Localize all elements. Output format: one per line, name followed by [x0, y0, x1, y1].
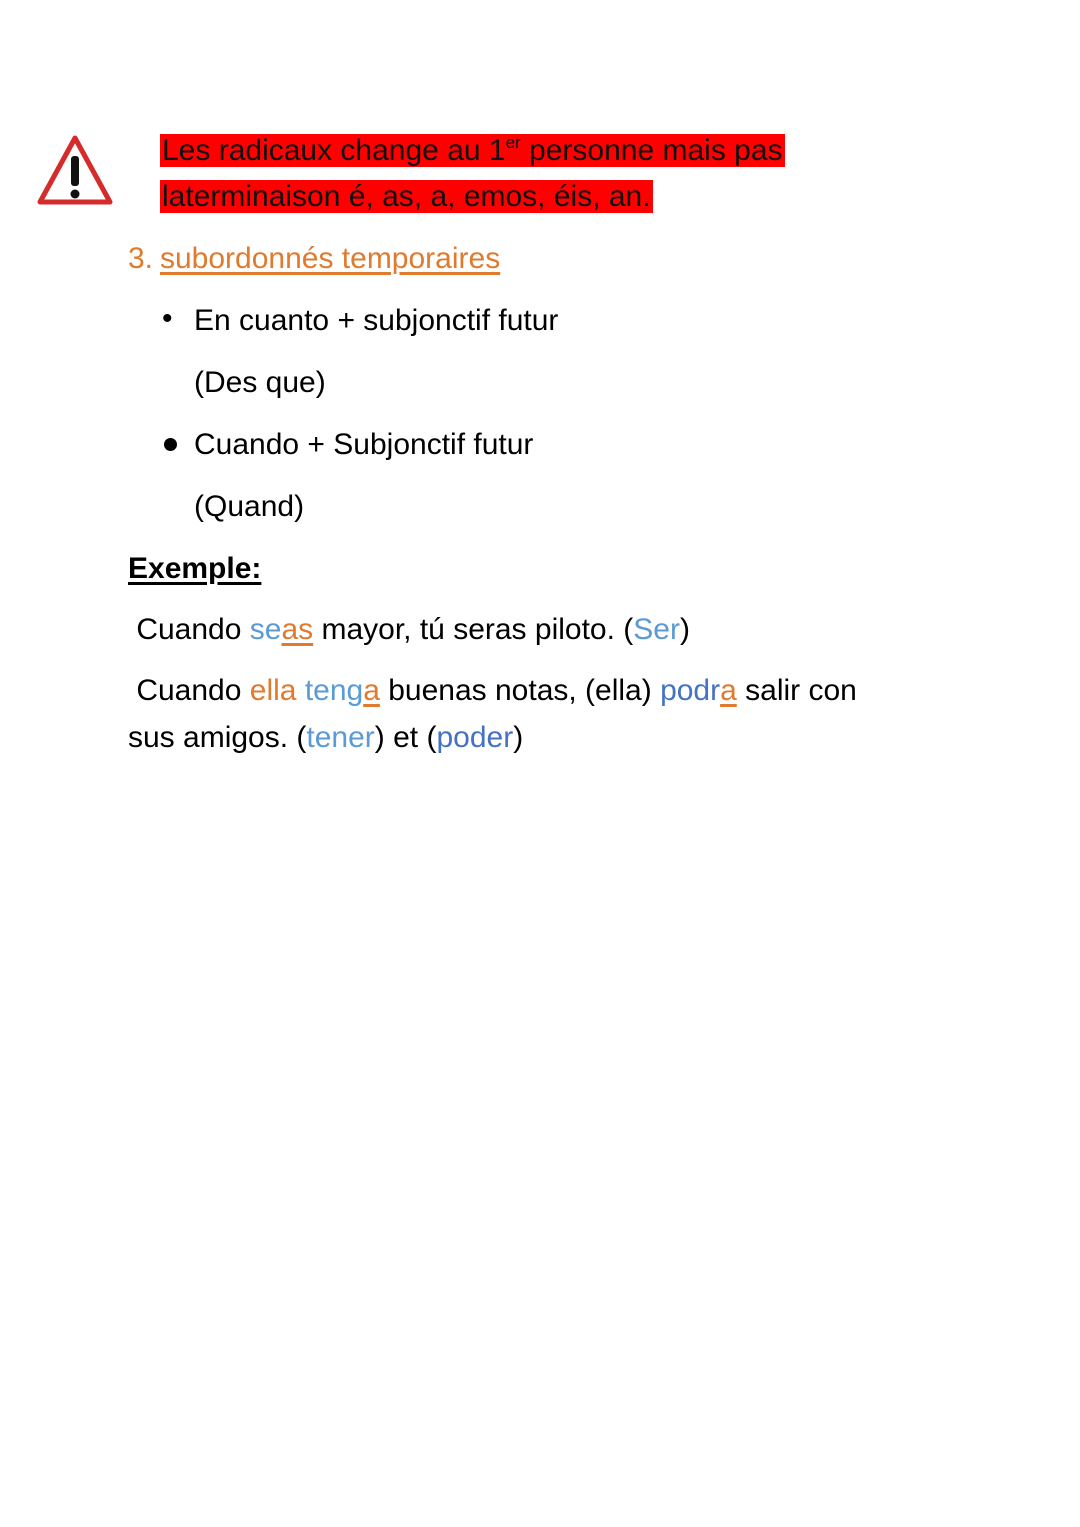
verb-stem: se [249, 613, 282, 646]
text-segment: sus amigos. ( [128, 721, 307, 754]
text-segment: ) [679, 613, 690, 646]
verb-stem: teng [304, 674, 364, 707]
text-segment: ) et ( [374, 721, 437, 754]
list-item-en-cuanto: En cuanto + subjonctif futur [194, 304, 559, 337]
text-segment [296, 674, 304, 707]
superscript-er: er [505, 133, 521, 152]
bullet-dot [164, 438, 177, 451]
list-item-translation: (Des que) [194, 366, 326, 399]
text-segment: salir con [736, 674, 857, 707]
example-sentence-1 [128, 607, 690, 653]
infinitive-verb: poder [436, 721, 514, 754]
warning-note-line-2 [160, 174, 653, 220]
warning-text-part: personne mais pas [520, 134, 783, 167]
text-segment: Cuando [128, 674, 250, 707]
verb-ending: a [720, 674, 737, 707]
warning-triangle-icon [34, 130, 116, 218]
list-item-cuando: Cuando + Subjonctif futur [194, 428, 534, 461]
section-title: subordonnés temporaires [160, 242, 501, 275]
verb-ending: as [281, 613, 314, 646]
section-number: 3. [128, 242, 154, 275]
bullet-small: • [162, 302, 173, 335]
infinitive-verb: tener [306, 721, 375, 754]
subject: ella [249, 674, 297, 707]
verb-stem: podr [660, 674, 721, 707]
example-sentence-2-line-2 [128, 715, 523, 761]
list-item-translation: (Quand) [194, 490, 305, 523]
text-segment: mayor, tú seras piloto. ( [313, 613, 634, 646]
warning-note-line-1 [160, 128, 785, 174]
example-sentence-2-line-1 [128, 668, 857, 714]
verb-ending: a [363, 674, 380, 707]
text-segment: Cuando [128, 613, 250, 646]
warning-text-part: Les radicaux change au 1 [162, 134, 506, 167]
warning-text-part: laterminaison é, as, a, emos, éis, an. [162, 180, 651, 213]
example-label: Exemple: [128, 552, 262, 585]
text-segment: ) [513, 721, 524, 754]
infinitive-verb: Ser [633, 613, 680, 646]
section-heading [128, 236, 500, 282]
text-segment: buenas notas, (ella) [379, 674, 661, 707]
